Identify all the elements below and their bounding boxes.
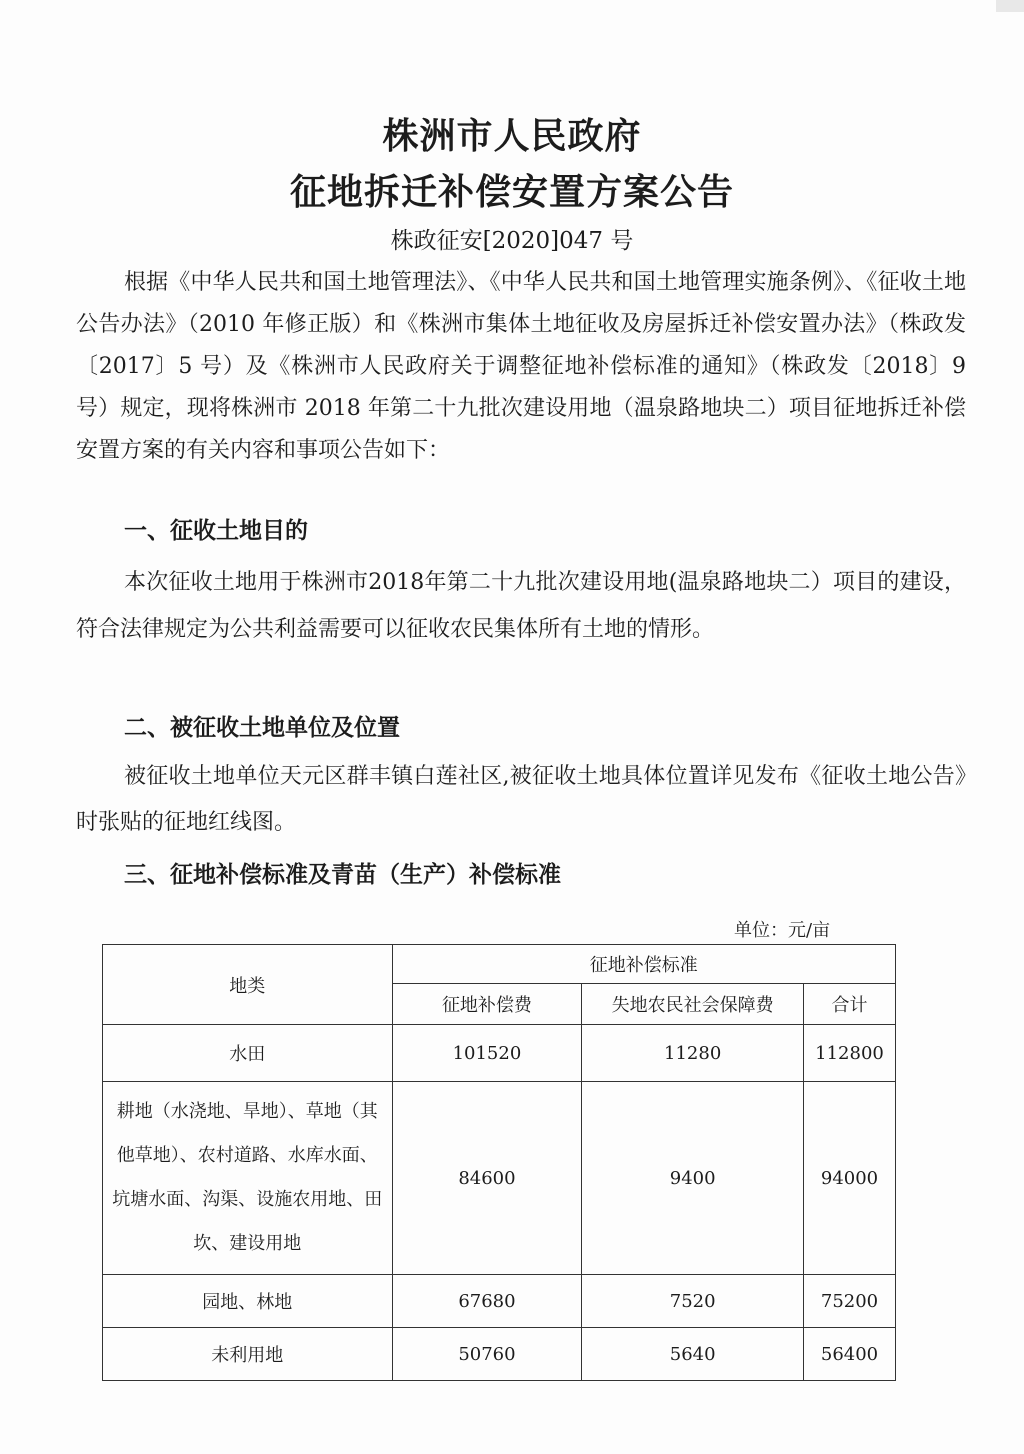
section-heading-location: 二、被征收土地单位及位置 [124,715,400,741]
cell-total: 56400 [804,1328,896,1381]
table-unit-label: 单位：元/亩 [734,920,831,941]
section-body-location: 被征收土地单位天元区群丰镇白莲社区,被征收土地具体位置详见发布《征收土地公告》时张贴的征地红线图。 [76,764,966,835]
cell-total: 112800 [804,1025,896,1082]
cell-compensation-fee: 67680 [392,1275,582,1328]
document-number: 株政征安[2020]047 号 [390,228,634,254]
cell-compensation-fee: 84600 [392,1082,582,1275]
corner-mark [996,0,1024,12]
cell-social-security-fee: 9400 [582,1082,804,1275]
cell-land-type [103,1082,393,1275]
header-total: 合计 [804,984,896,1025]
section-heading-purpose: 一、征收土地目的 [124,518,308,544]
cell-total: 75200 [804,1275,896,1328]
cell-compensation-fee: 50760 [392,1328,582,1381]
intro-paragraph: 根据《中华人民共和国土地管理法》、《中华人民共和国土地管理实施条例》、《征收土地公告办法》（2010 年修正版）和《株洲市集体土地征收及房屋拆迁补偿安置办法》（株政发〔2017〕5 号）及《株洲市人民政府关于调整征地补偿标准的通知》（株政发〔2018〕9 号）规定，现将株洲市 2018 年第二十九批次建设用地（温泉路地块二）项目征地拆迁补偿安置方案的有关内容和事项公告如下： [76,270,966,463]
cell-land-type: 园地、林地 [103,1275,393,1328]
cell-land-type: 水田 [103,1025,393,1082]
header-social-security-fee: 失地农民社会保障费 [582,984,804,1025]
cell-compensation-fee: 101520 [392,1025,582,1082]
compensation-table [102,944,896,1381]
table-row [103,1025,896,1082]
cell-social-security-fee: 7520 [582,1275,804,1328]
cell-total: 94000 [804,1082,896,1275]
header-land-type: 地类 [103,945,393,1025]
document-title-line1: 株洲市人民政府 [382,116,642,157]
cell-social-security-fee: 5640 [582,1328,804,1381]
cell-land-type: 未利用地 [103,1328,393,1381]
header-compensation-fee: 征地补偿费 [392,984,582,1025]
header-compensation-group: 征地补偿标准 [392,945,895,984]
section-heading-standards: 三、征地补偿标准及青苗（生产）补偿标准 [124,862,561,888]
document-title-line2: 征地拆迁补偿安置方案公告 [289,172,734,213]
table-header-row [103,945,896,984]
section-body-purpose: 本次征收土地用于株洲市2018年第二十九批次建设用地(温泉路地块二）项目的建设，符合法律规定为公共利益需要可以征收农民集体所有土地的情形。 [76,570,966,642]
cell-land-type-text: 耕地（水浇地、旱地）、草地（其他草地）、农村道路、水库水面、坑塘水面、沟渠、设施农用地、田坎、建设用地 [112,1101,383,1254]
cell-social-security-fee: 11280 [582,1025,804,1082]
table-row [103,1328,896,1381]
table-row [103,1082,896,1275]
table-row [103,1275,896,1328]
